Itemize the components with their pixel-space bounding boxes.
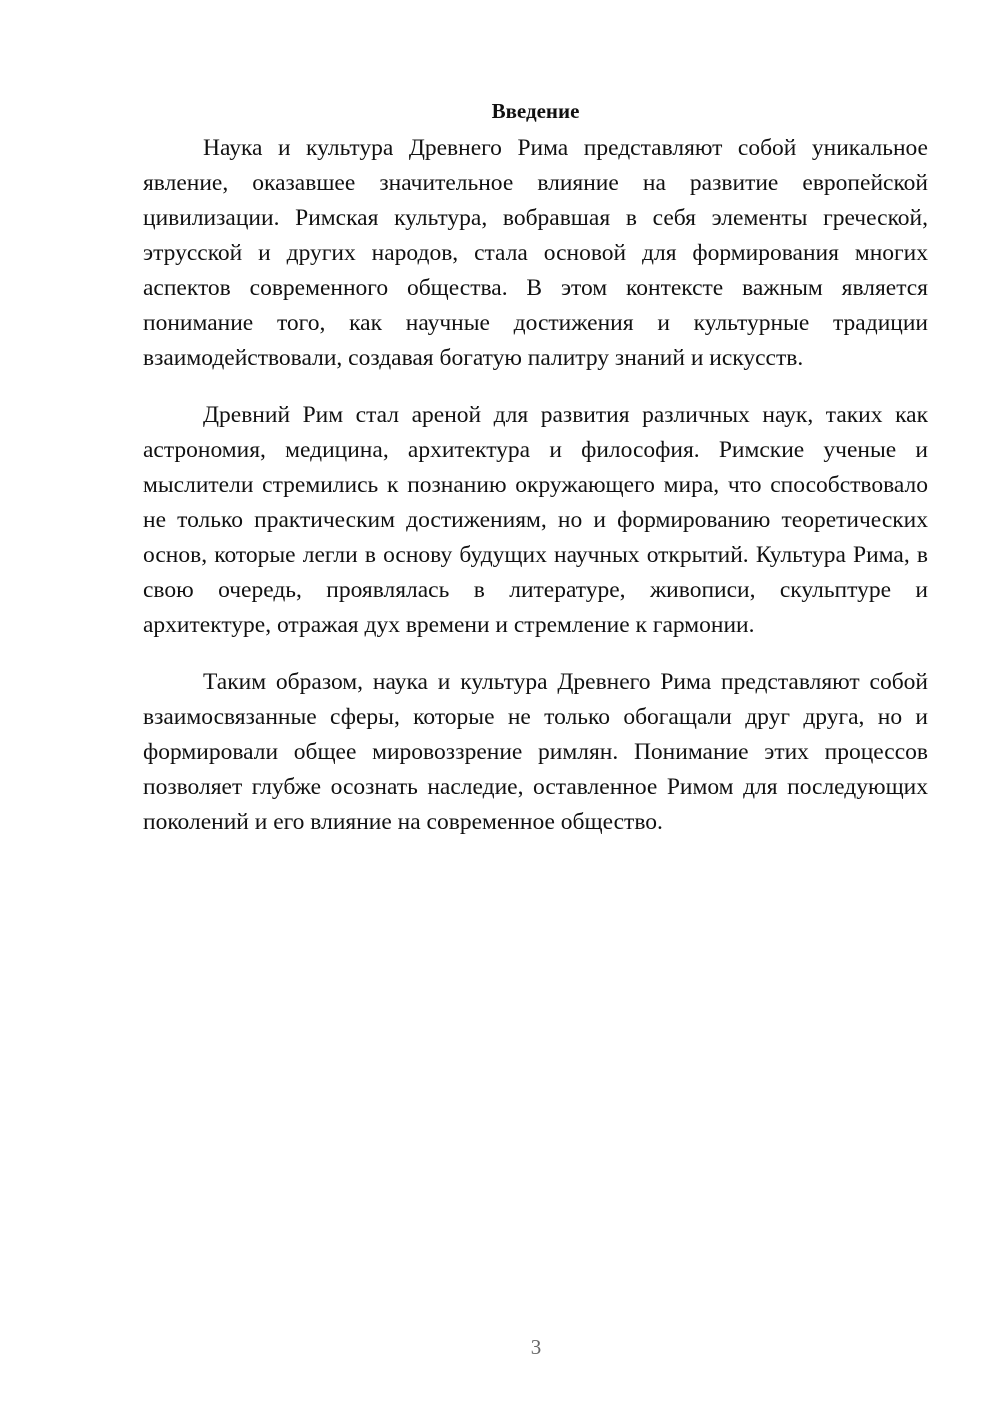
paragraph-2: Древний Рим стал ареной для развития различных наук, таких как астрономия, медицина, архитектура и философия. Римские ученые и мыслители стремились к познанию окружающего мира, что способствовало не только практическим достижениям, но и формированию теоретических основ, которые легли в основу будущих научных открытий. Культура Рима, в свою очередь, проявлялась в литературе, живописи, скульптуре и архитектуре, отражая дух времени и стремление к гармонии. [143, 402, 928, 638]
paragraph-1: Наука и культура Древнего Рима представляют собой уникальное явление, оказавшее значительное влияние на развитие европейской цивилизации. Римская культура, вобравшая в себя элементы греческой, этрусской и других народов, стала основой для формирования многих аспектов современного общества. В этом контексте важным является понимание того, как научные достижения и культурные традиции взаимодействовали, создавая богатую палитру знаний и искусств. [143, 135, 928, 371]
section-heading: Введение [491, 99, 580, 123]
page-number: 3 [530, 1335, 542, 1359]
page-content [143, 96, 928, 862]
paragraph-3: Таким образом, наука и культура Древнего Рима представляют собой взаимосвязанные сферы, которые не только обогащали друг друга, но и формировали общее мировоззрение римлян. Понимание этих процессов позволяет глубже осознать наследие, оставленное Римом для последующих поколений и его влияние на современное общество. [143, 669, 928, 835]
